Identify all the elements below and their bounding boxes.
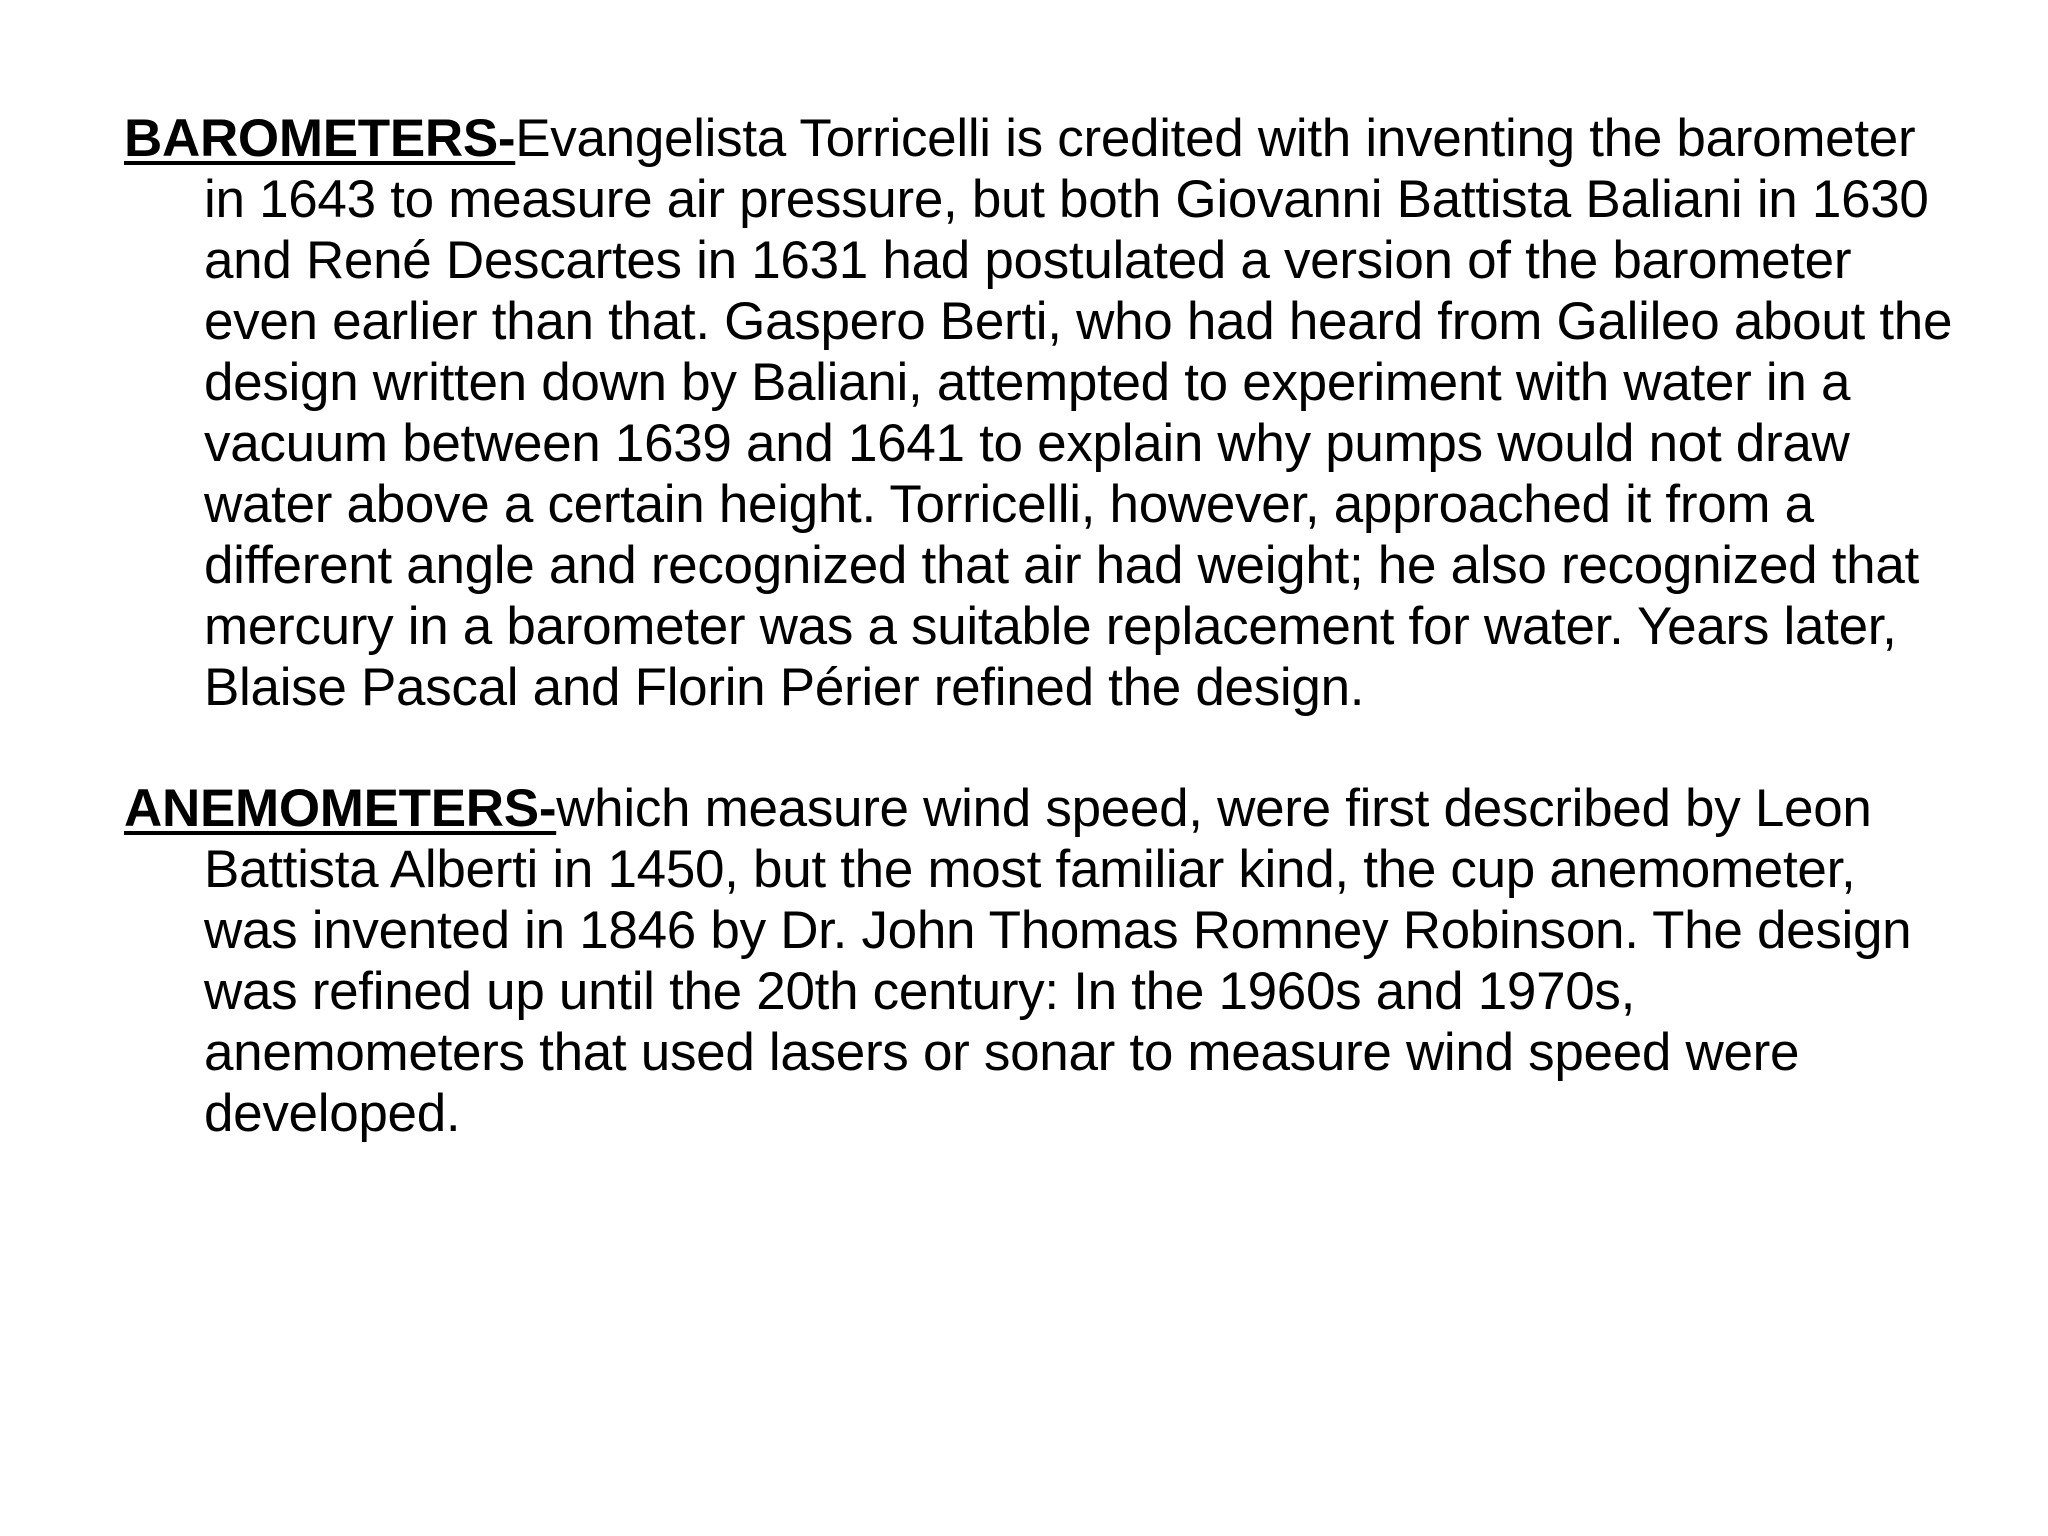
anemometers-text: which measure wind speed, were first described by Leon Battista Alberti in 1450, but the most familiar kind, the cup anemometer, was invented in 1846 by Dr. John Thomas Romney Robinson. The design was refined up until the 20th century: In the 1960s and 1970s, anemometers that used lasers or sonar to measure wind speed were developed. bbox=[204, 779, 1912, 1143]
anemometers-term: ANEMOMETERS- bbox=[124, 779, 557, 838]
anemometers-paragraph bbox=[124, 778, 1954, 1144]
barometers-paragraph bbox=[124, 108, 1954, 718]
barometers-text: Evangelista Torricelli is credited with inventing the barometer in 1643 to measure air pressure, but both Giovanni Battista Baliani in 1630 and René Descartes in 1631 had postulated a version of the barometer even earlier than that. Gaspero Berti, who had heard from Galileo about the design written down by Baliani, attempted to experiment with water in a vacuum between 1639 and 1641 to explain why pumps would not draw water above a certain height. Torricelli, however, approached it from a different angle and recognized that air had weight; he also recognized that mercury in a barometer was a suitable replacement for water. Years later, Blaise Pascal and Florin Périer refined the design. bbox=[204, 109, 1953, 717]
barometers-term: BAROMETERS- bbox=[124, 109, 516, 168]
slide-content bbox=[124, 108, 1954, 1144]
